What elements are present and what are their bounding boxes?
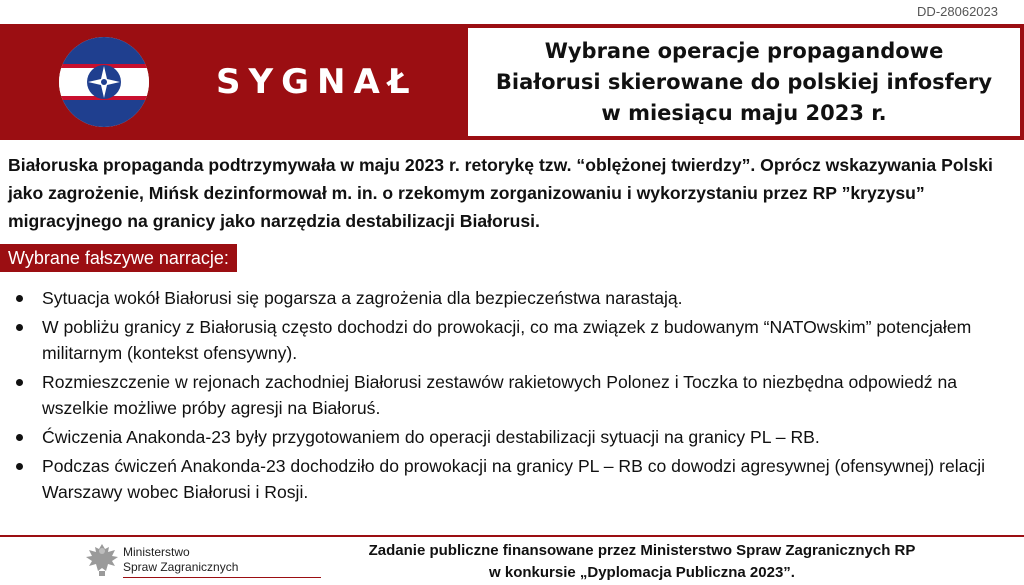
list-item bbox=[0, 314, 1016, 366]
title-line: w miesiącu maju 2023 r. bbox=[601, 100, 887, 125]
list-item-text: W pobliżu granicy z Białorusią często dochodzi do prowokacji, co ma związek z budowanym “NATOwskim” potencjałem militarnym (kontekst ofensywny). bbox=[42, 317, 972, 363]
narratives-list bbox=[0, 285, 1016, 508]
intro-paragraph: Białoruska propaganda podtrzymywała w maju 2023 r. retorykę tzw. “oblężonej twierdzy”. Oprócz wskazywania Polski jako zagrożenie, Mińsk dezinformował m. in. o rzekomym zorganizowaniu i wykorzystaniu przez RP ”kryzysu” migracyjnego na granicy jako narzędzia destabilizacji Białorusi. bbox=[8, 155, 993, 231]
bullet-icon bbox=[16, 295, 23, 302]
narratives-heading: Wybrane fałszywe narracje: bbox=[0, 244, 237, 272]
bullet-icon bbox=[16, 463, 23, 470]
list-item-text: Sytuacja wokół Białorusi się pogarsza a zagrożenia dla bezpieczeństwa narastają. bbox=[42, 288, 683, 308]
list-item bbox=[0, 369, 1016, 421]
eagle-emblem-icon bbox=[85, 541, 119, 579]
list-item bbox=[0, 285, 1016, 311]
bullet-icon bbox=[16, 324, 23, 331]
header-banner bbox=[0, 24, 1024, 140]
list-item-text: Podczas ćwiczeń Anakonda-23 dochodziło do prowokacji na granicy PL – RB co dowodzi agresywnej (ofensywnej) relacji Warszawy wobec Białorusi i Rosji. bbox=[42, 456, 986, 502]
ministry-logo bbox=[85, 541, 238, 579]
bullet-icon bbox=[16, 379, 23, 386]
document-id: DD-28062023 bbox=[917, 4, 998, 19]
title-line: Białorusi skierowane do polskiej infosfery bbox=[495, 69, 993, 94]
ministry-name bbox=[123, 545, 238, 575]
title-line: Wybrane operacje propagandowe bbox=[544, 38, 944, 63]
list-item bbox=[0, 453, 1016, 505]
bullet-icon bbox=[16, 434, 23, 441]
brand-name: SYGNAŁ bbox=[216, 62, 418, 102]
list-item bbox=[0, 424, 1016, 450]
nato-compass-shield-icon bbox=[58, 36, 150, 128]
funding-line: Zadanie publiczne finansowane przez Ministerstwo Spraw Zagranicznych RP bbox=[368, 542, 916, 559]
funding-line: w konkursie „Dyplomacja Publiczna 2023”. bbox=[489, 564, 795, 581]
list-item-text: Ćwiczenia Anakonda-23 były przygotowaniem do operacji destabilizacji sytuacji na granicy PL – RB. bbox=[42, 427, 820, 447]
list-item-text: Rozmieszczenie w rejonach zachodniej Białorusi zestawów rakietowych Polonez i Toczka to niezbędna odpowiedź na wszelkie możliwe próby agresji na Białoruś. bbox=[42, 372, 958, 418]
footer-divider bbox=[0, 535, 1024, 537]
ministry-line: Spraw Zagranicznych bbox=[123, 560, 239, 574]
ministry-line: Ministerstwo bbox=[123, 545, 190, 559]
page-title bbox=[468, 28, 1020, 136]
funding-note bbox=[262, 540, 1022, 584]
